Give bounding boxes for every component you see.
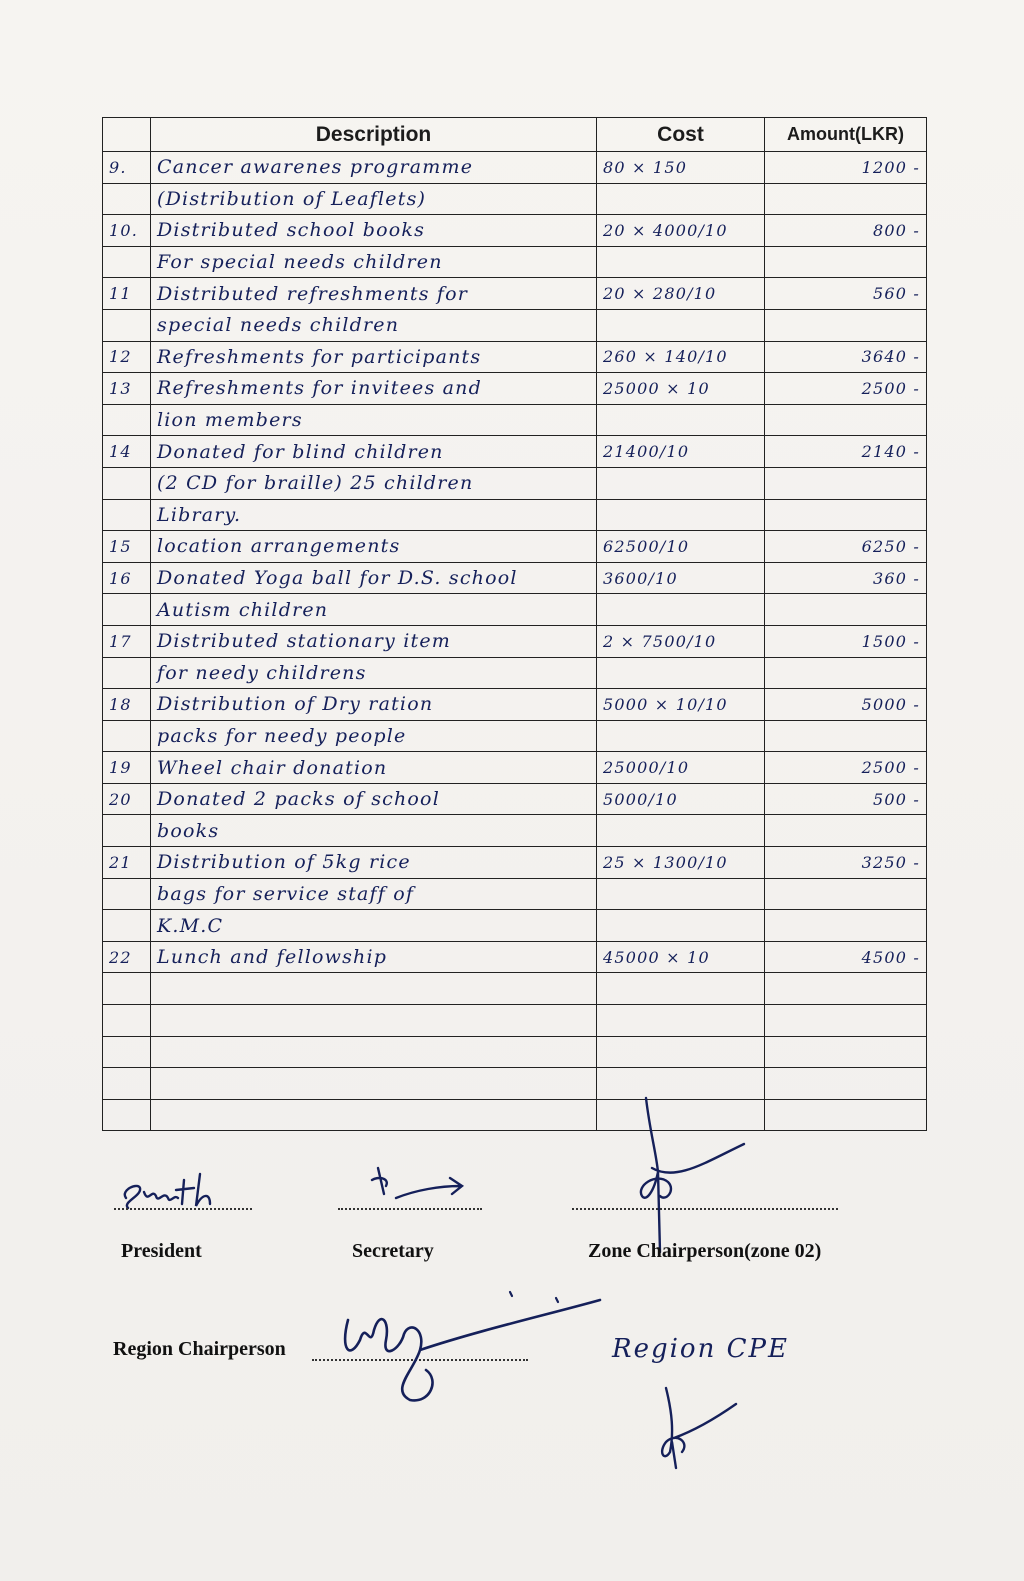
row-description xyxy=(151,973,597,1005)
table-row xyxy=(103,183,927,215)
row-description: Distributed stationary item xyxy=(151,625,597,657)
table-row xyxy=(103,720,927,752)
row-cost xyxy=(597,1005,765,1037)
table-row xyxy=(103,1036,927,1068)
row-cost: 21400/10 xyxy=(597,436,765,468)
table-row xyxy=(103,1068,927,1100)
row-number xyxy=(103,499,151,531)
row-number: 13 xyxy=(103,373,151,405)
row-amount: 2500 - xyxy=(765,373,927,405)
row-description xyxy=(151,1036,597,1068)
row-amount: 560 - xyxy=(765,278,927,310)
row-description: For special needs children xyxy=(151,246,597,278)
row-amount xyxy=(765,657,927,689)
row-description: books xyxy=(151,815,597,847)
row-description: K.M.C xyxy=(151,910,597,942)
row-amount xyxy=(765,910,927,942)
table-row xyxy=(103,815,927,847)
row-number xyxy=(103,309,151,341)
row-amount xyxy=(765,594,927,626)
row-cost: 5000/10 xyxy=(597,783,765,815)
table-row xyxy=(103,878,927,910)
row-description: location arrangements xyxy=(151,531,597,563)
row-amount xyxy=(765,1005,927,1037)
row-description: Distribution of Dry ration xyxy=(151,689,597,721)
row-cost: 25000/10 xyxy=(597,752,765,784)
row-description: Donated 2 packs of school xyxy=(151,783,597,815)
row-number xyxy=(103,1068,151,1100)
row-cost xyxy=(597,309,765,341)
row-amount xyxy=(765,878,927,910)
zone-signature-mark xyxy=(616,1092,756,1262)
row-amount: 500 - xyxy=(765,783,927,815)
region-chairperson-label: Region Chairperson xyxy=(113,1338,286,1360)
row-cost xyxy=(597,246,765,278)
table-row xyxy=(103,973,927,1005)
table-row xyxy=(103,467,927,499)
row-cost xyxy=(597,1036,765,1068)
row-description: special needs children xyxy=(151,309,597,341)
row-number xyxy=(103,1099,151,1131)
row-number: 21 xyxy=(103,847,151,879)
row-number xyxy=(103,1005,151,1037)
row-description xyxy=(151,1068,597,1100)
table-row xyxy=(103,436,927,468)
table-row xyxy=(103,689,927,721)
row-amount xyxy=(765,1068,927,1100)
row-number: 10. xyxy=(103,215,151,247)
table-row xyxy=(103,373,927,405)
row-number: 15 xyxy=(103,531,151,563)
row-cost: 260 × 140/10 xyxy=(597,341,765,373)
table-row xyxy=(103,246,927,278)
row-description xyxy=(151,1099,597,1131)
row-number: 9. xyxy=(103,152,151,184)
row-amount xyxy=(765,467,927,499)
row-description: Wheel chair donation xyxy=(151,752,597,784)
row-description: packs for needy people xyxy=(151,720,597,752)
header-cost: Cost xyxy=(597,118,765,152)
row-amount xyxy=(765,246,927,278)
row-number: 11 xyxy=(103,278,151,310)
row-amount xyxy=(765,404,927,436)
row-cost: 25 × 1300/10 xyxy=(597,847,765,879)
table-row xyxy=(103,594,927,626)
row-description: Refreshments for invitees and xyxy=(151,373,597,405)
row-amount xyxy=(765,1036,927,1068)
zone-chairperson-label: Zone Chairperson(zone 02) xyxy=(588,1240,822,1262)
row-cost: 20 × 280/10 xyxy=(597,278,765,310)
row-description: Cancer awarenes programme xyxy=(151,152,597,184)
row-amount: 5000 - xyxy=(765,689,927,721)
row-amount: 4500 - xyxy=(765,941,927,973)
row-amount: 2140 - xyxy=(765,436,927,468)
row-description: (Distribution of Leaflets) xyxy=(151,183,597,215)
row-amount: 360 - xyxy=(765,562,927,594)
row-description: Autism children xyxy=(151,594,597,626)
table-row xyxy=(103,278,927,310)
table-row xyxy=(103,783,927,815)
row-amount: 3640 - xyxy=(765,341,927,373)
zone-signature-line xyxy=(572,1208,838,1210)
secretary-signature-line xyxy=(338,1208,482,1210)
row-cost: 45000 × 10 xyxy=(597,941,765,973)
row-amount xyxy=(765,973,927,1005)
secretary-signature-mark xyxy=(364,1160,474,1210)
table-row xyxy=(103,531,927,563)
row-description: Distribution of 5kg rice xyxy=(151,847,597,879)
table-row xyxy=(103,847,927,879)
table-row xyxy=(103,152,927,184)
row-description: for needy childrens xyxy=(151,657,597,689)
row-cost: 3600/10 xyxy=(597,562,765,594)
row-cost xyxy=(597,594,765,626)
row-amount: 2500 - xyxy=(765,752,927,784)
row-number xyxy=(103,720,151,752)
row-number xyxy=(103,183,151,215)
president-label: President xyxy=(121,1240,202,1262)
president-signature-line xyxy=(114,1208,252,1210)
row-amount xyxy=(765,720,927,752)
row-description: (2 CD for braille) 25 children xyxy=(151,467,597,499)
row-cost xyxy=(597,720,765,752)
row-cost: 20 × 4000/10 xyxy=(597,215,765,247)
row-description: bags for service staff of xyxy=(151,878,597,910)
region-cpe-signature-mark xyxy=(646,1382,746,1472)
row-cost: 80 × 150 xyxy=(597,152,765,184)
table-row xyxy=(103,215,927,247)
row-amount xyxy=(765,499,927,531)
table-row xyxy=(103,1099,927,1131)
row-cost xyxy=(597,499,765,531)
table-header-row xyxy=(103,118,927,152)
row-description: Distributed refreshments for xyxy=(151,278,597,310)
row-amount: 1200 - xyxy=(765,152,927,184)
row-amount xyxy=(765,815,927,847)
row-number: 18 xyxy=(103,689,151,721)
row-cost xyxy=(597,910,765,942)
row-number: 20 xyxy=(103,783,151,815)
row-number: 16 xyxy=(103,562,151,594)
row-description: Lunch and fellowship xyxy=(151,941,597,973)
row-cost: 5000 × 10/10 xyxy=(597,689,765,721)
row-number xyxy=(103,973,151,1005)
row-number xyxy=(103,246,151,278)
row-number: 14 xyxy=(103,436,151,468)
row-number xyxy=(103,878,151,910)
row-cost xyxy=(597,183,765,215)
row-cost xyxy=(597,404,765,436)
row-number xyxy=(103,910,151,942)
row-description xyxy=(151,1005,597,1037)
region-signature-mark xyxy=(330,1290,610,1410)
table-row xyxy=(103,941,927,973)
table-row xyxy=(103,309,927,341)
row-description: Distributed school books xyxy=(151,215,597,247)
row-amount: 6250 - xyxy=(765,531,927,563)
table-row xyxy=(103,499,927,531)
table-row xyxy=(103,657,927,689)
header-description: Description xyxy=(151,118,597,152)
table-row xyxy=(103,752,927,784)
row-number xyxy=(103,467,151,499)
row-number: 12 xyxy=(103,341,151,373)
header-amount: Amount(LKR) xyxy=(765,118,927,152)
table-row xyxy=(103,625,927,657)
row-cost xyxy=(597,657,765,689)
table-body xyxy=(103,152,927,1131)
table-row xyxy=(103,562,927,594)
row-amount xyxy=(765,309,927,341)
expense-table xyxy=(102,117,927,1131)
row-cost xyxy=(597,815,765,847)
row-cost xyxy=(597,973,765,1005)
secretary-label: Secretary xyxy=(352,1240,434,1262)
row-number xyxy=(103,1036,151,1068)
table-row xyxy=(103,341,927,373)
row-number xyxy=(103,404,151,436)
header-number xyxy=(103,118,151,152)
row-amount: 800 - xyxy=(765,215,927,247)
row-amount: 3250 - xyxy=(765,847,927,879)
row-cost xyxy=(597,467,765,499)
row-description: Donated for blind children xyxy=(151,436,597,468)
row-number: 17 xyxy=(103,625,151,657)
row-description: Donated Yoga ball for D.S. school xyxy=(151,562,597,594)
region-cpe-note: Region CPE xyxy=(612,1334,789,1364)
row-number: 19 xyxy=(103,752,151,784)
row-description: Library. xyxy=(151,499,597,531)
row-number xyxy=(103,657,151,689)
row-amount xyxy=(765,183,927,215)
row-amount: 1500 - xyxy=(765,625,927,657)
row-number xyxy=(103,815,151,847)
table-row xyxy=(103,910,927,942)
table-row xyxy=(103,404,927,436)
row-cost xyxy=(597,878,765,910)
row-amount xyxy=(765,1099,927,1131)
row-cost: 25000 × 10 xyxy=(597,373,765,405)
row-description: lion members xyxy=(151,404,597,436)
row-description: Refreshments for participants xyxy=(151,341,597,373)
table-row xyxy=(103,1005,927,1037)
row-cost: 62500/10 xyxy=(597,531,765,563)
row-number xyxy=(103,594,151,626)
row-number: 22 xyxy=(103,941,151,973)
row-cost: 2 × 7500/10 xyxy=(597,625,765,657)
